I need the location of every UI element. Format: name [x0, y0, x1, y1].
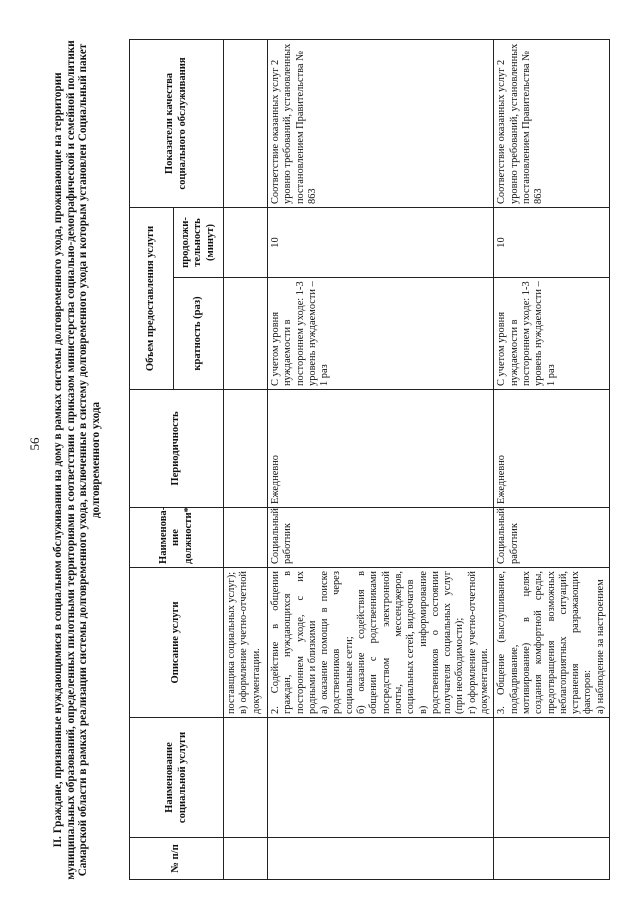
description-line: б) оказание содействия в общении с родственниками посредством электронной почты, мессенджеров, социальных сетей, видеочатов	[356, 571, 417, 714]
cell-description	[224, 568, 268, 718]
description-line: 2. Содействие в общении граждан, нуждающихся в постороннем уходе, с их родными и близкими	[270, 571, 318, 714]
description-line: а) оказание помощи в поиске родственников через социальные сети;	[319, 571, 355, 714]
cell-num	[494, 838, 610, 880]
cell-frequency	[224, 278, 268, 390]
table-row	[494, 40, 610, 880]
cell-periodicity	[224, 390, 268, 508]
cell-name	[268, 718, 494, 838]
cell-duration	[224, 208, 268, 278]
header-service-name: Наименование социальной услуги	[130, 718, 224, 838]
header-duration: продолжи-тельность (минут)	[174, 208, 224, 278]
header-volume: Объем предоставления услуги	[130, 208, 174, 390]
cell-name	[494, 718, 610, 838]
table-row	[268, 40, 494, 880]
page-number: 56	[27, 437, 42, 451]
description-line: 3. Общение (выслушивание, подбадривание, мотивирование) в целях создания комфортной среды, предотвращения возможных неблагоприятных ситуаций, устранения разражающих факторов:	[496, 571, 594, 714]
description-line: поставщика социальных услуг);	[226, 571, 237, 714]
cell-frequency: С учетом уровня нуждаемости в постороннем уходе: 1-3 уровень нуждаемости – 1 раз	[494, 278, 610, 390]
description-line: в) оформление учетно-отчетной документации.	[238, 571, 262, 714]
cell-description	[268, 568, 494, 718]
header-position: Наименова-ние должности*	[130, 508, 224, 568]
header-quality: Показатели качества социального обслуживания	[130, 40, 224, 208]
cell-position: Социальный работник	[494, 508, 610, 568]
cell-quality: Соответствие оказанных услуг 2 уровню требований, установленных постановлением Правительства № 863	[494, 40, 610, 208]
description-line: г) оформление учетно-отчетной документации.	[466, 571, 491, 714]
cell-quality	[224, 40, 268, 208]
services-table	[129, 39, 610, 880]
header-description: Описание услуги	[130, 568, 224, 718]
cell-periodicity: Ежедневно	[494, 390, 610, 508]
cell-num	[224, 838, 268, 880]
cell-frequency: С учетом уровня нуждаемости в постороннем уходе: 1-3 уровень нуждаемости – 1 раз	[268, 278, 494, 390]
section-title: II. Граждане, признанные нуждающимися в социальном обслуживании на дому в рамках системы долговременного ухода, проживающие на территории муниципальных образований, определенных пилотными территориями в соответствии с приказом министерства социально-демографической и семейной политики Самарской области в рамках реализации системы долговременного ухода, включенные в систему долговременного ухода и которым установлен Социальный пакет долговременного ухода	[52, 40, 102, 880]
cell-description	[494, 568, 610, 718]
cell-position: Социальный работник	[268, 508, 494, 568]
cell-name	[224, 718, 268, 838]
header-frequency: кратность (раз)	[174, 278, 224, 390]
rotated-page	[52, 40, 614, 880]
cell-duration: 10	[494, 208, 610, 278]
description-line: а) наблюдение за настроением	[594, 579, 606, 714]
table-row	[224, 40, 268, 880]
cell-quality: Соответствие оказанных услуг 2 уровню требований, установленных постановлением Правительства № 863	[268, 40, 494, 208]
description-line: в) информирование родственников о состоянии получателя социальных услуг (при необходимости);	[417, 571, 466, 714]
cell-duration: 10	[268, 208, 494, 278]
header-num: № п/п	[130, 838, 224, 880]
cell-num	[268, 838, 494, 880]
header-periodicity: Периодичность	[130, 390, 224, 508]
cell-position	[224, 508, 268, 568]
cell-periodicity: Ежедневно	[268, 390, 494, 508]
